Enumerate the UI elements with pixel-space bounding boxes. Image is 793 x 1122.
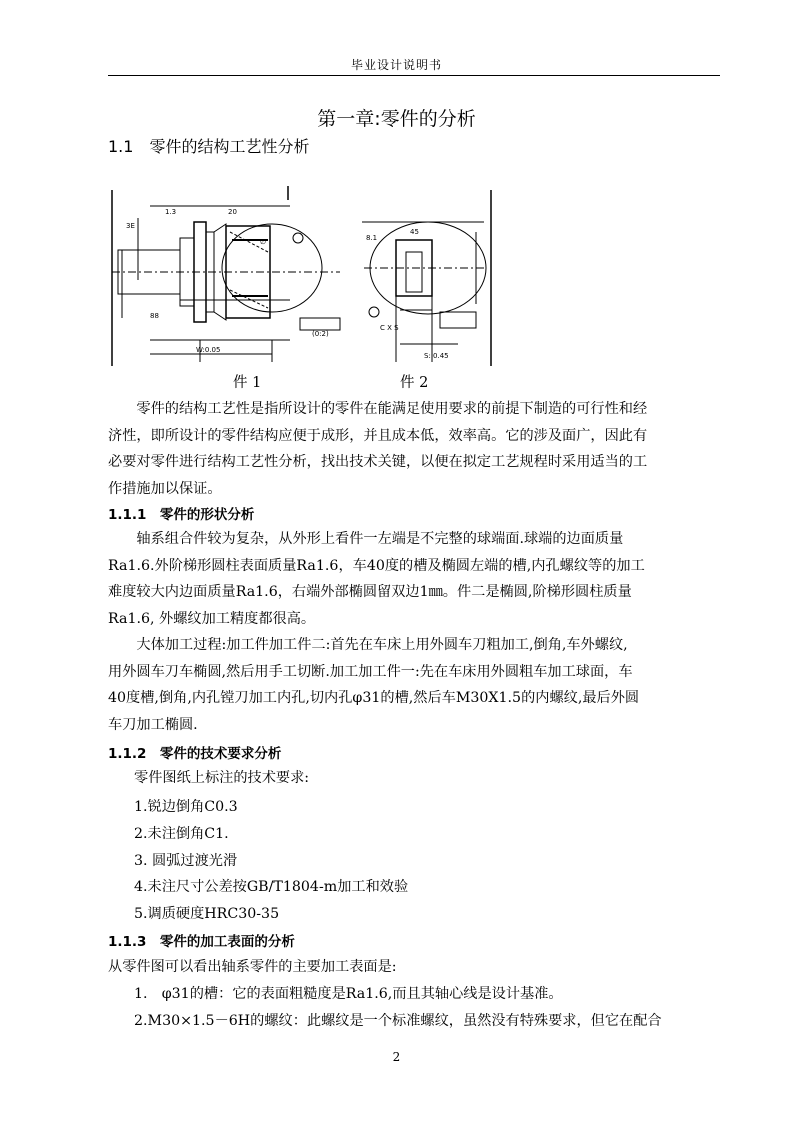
- surface-intro: 从零件图可以看出轴系零件的主要加工表面是:: [108, 959, 397, 975]
- tech-item-1: 1.锐边倒角C0.3: [134, 799, 238, 815]
- chapter-title: 第一章:零件的分析: [317, 108, 476, 130]
- process-line-3: 40度槽,倒角,内孔镗刀加工内孔,切内孔φ31的槽,然后车M30X1.5的内螺纹,最后外圆: [108, 690, 640, 706]
- shape-line-4: Ra1.6, 外螺纹加工精度都很高。: [108, 610, 316, 627]
- section-1-1-1-heading: 1.1.1 零件的形状分析: [108, 507, 255, 523]
- caption-part-2: 件 2: [400, 375, 429, 391]
- svg-text:20: 20: [228, 208, 237, 216]
- svg-text:45: 45: [410, 228, 419, 236]
- intro-line-3: 必要对零件进行结构工艺性分析，找出技术关键，以便在拟定工艺规程时采用适当的工: [108, 454, 648, 470]
- section-1-1-3-heading: 1.1.3 零件的加工表面的分析: [108, 934, 295, 950]
- page-number: 2: [392, 1050, 401, 1064]
- shape-line-1: 轴系组合件较为复杂，从外形上看件一左端是不完整的球端面.球端的边面质量: [108, 531, 624, 547]
- surface-item-2: 2.M30×1.5－6H的螺纹：此螺纹是一个标准螺纹，虽然没有特殊要求，但它在配合: [134, 1013, 662, 1029]
- process-line-1: 大体加工过程:加工件加工件二:首先在车床上用外圆车刀粗加工,倒角,车外螺纹,: [108, 637, 628, 653]
- svg-text:(0:2): (0:2): [312, 330, 329, 338]
- shape-paragraph: [108, 526, 720, 632]
- svg-text:S: 0.45: S: 0.45: [424, 352, 449, 360]
- process-line-4: 车刀加工椭圆.: [108, 716, 198, 733]
- page-header: 毕业设计说明书: [350, 58, 442, 72]
- svg-text:3E: 3E: [126, 222, 135, 230]
- process-paragraph: [108, 632, 720, 738]
- tech-item-4: 4.未注尺寸公差按GB/T1804-m加工和效验: [134, 879, 409, 895]
- intro-paragraph: [108, 396, 720, 502]
- svg-text:C X S: C X S: [380, 324, 399, 332]
- caption-part-1: 件 1: [233, 375, 262, 391]
- section-1-1-2-heading: 1.1.2 零件的技术要求分析: [108, 746, 282, 762]
- shape-line-3: 难度较大内边面质量Ra1.6，右端外部椭圆留双边1㎜。件二是椭圆,阶梯形圆柱质量: [108, 584, 632, 600]
- intro-line-4: 作措施加以保证。: [108, 480, 222, 497]
- svg-text:1.3: 1.3: [165, 208, 177, 216]
- tech-item-2: 2.未注倒角C1.: [134, 826, 229, 842]
- svg-text:88: 88: [150, 312, 159, 320]
- svg-text:∅: ∅: [260, 238, 267, 246]
- intro-line-1: 零件的结构工艺性是指所设计的零件在能满足使用要求的前提下制造的可行性和经: [108, 401, 648, 417]
- process-line-2: 用外圆车刀车椭圆,然后用手工切断.加工加工件一:先在车床用外圆粗车加工球面，车: [108, 663, 633, 680]
- intro-line-2: 济性，即所设计的零件结构应便于成形，并且成本低，效率高。它的涉及面广，因此有: [108, 427, 648, 444]
- tech-item-5: 5.调质硬度HRC30-35: [134, 906, 280, 922]
- svg-text:8.1: 8.1: [366, 234, 378, 242]
- shape-line-2: Ra1.6.外阶梯形圆柱表面质量Ra1.6，车40度的槽及椭圆左端的槽,内孔螺纹等的加工: [108, 557, 645, 574]
- tech-item-3: 3. 圆弧过渡光滑: [134, 853, 238, 869]
- section-1-1-heading: 1.1 零件的结构工艺性分析: [108, 137, 310, 156]
- svg-text:W:0.05: W:0.05: [196, 346, 221, 354]
- surface-item-1: 1. φ31的槽：它的表面粗糙度是Ra1.6,而且其轴心线是设计基准。: [134, 986, 563, 1002]
- tech-intro: 零件图纸上标注的技术要求:: [134, 770, 310, 786]
